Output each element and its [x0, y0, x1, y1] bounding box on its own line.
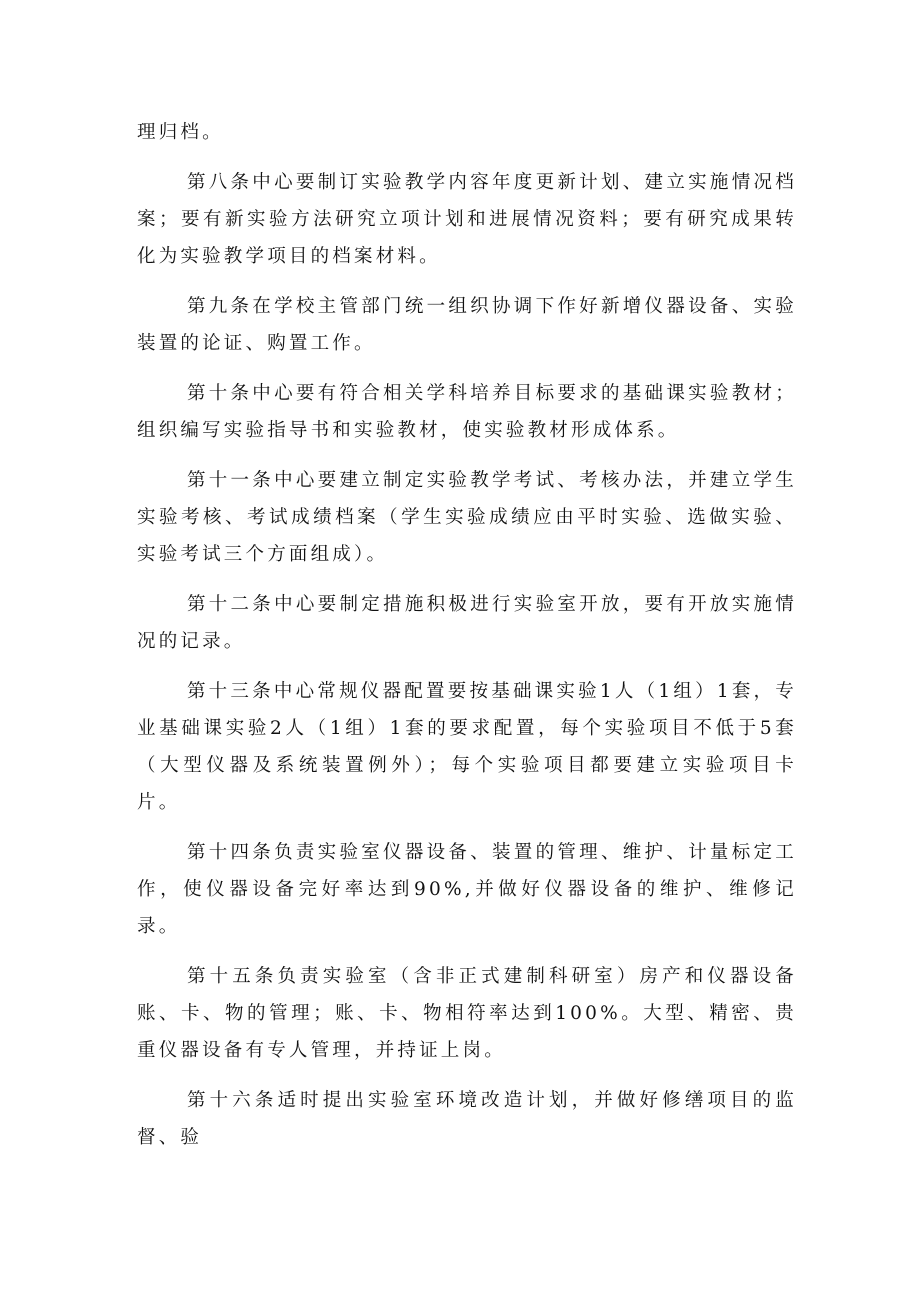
- paragraph-article-12: 第十二条中心要制定措施积极进行实验室开放，要有开放实施情况的记录。: [137, 594, 797, 652]
- paragraph-article-16: 第十六条适时提出实验室环境改造计划，并做好修缮项目的监督、验: [137, 1090, 797, 1148]
- document-body: [137, 114, 797, 1169]
- paragraph-continuation: 理归档。: [137, 122, 224, 143]
- paragraph-article-14: 第十四条负责实验室仪器设备、装置的管理、维护、计量标定工作，使仪器设备完好率达到90%,并做好仪器设备的维护、维修记录。: [137, 842, 797, 937]
- paragraph-article-15: 第十五条负责实验室（含非正式建制科研室）房产和仪器设备账、卡、物的管理；账、卡、物相符率达到100%。大型、精密、贵重仪器设备有专人管理，并持证上岗。: [137, 966, 797, 1061]
- paragraph-article-8: 第八条中心要制订实验教学内容年度更新计划、建立实施情况档案；要有新实验方法研究立项计划和进展情况资料；要有研究成果转化为实验教学项目的档案材料。: [137, 172, 797, 267]
- paragraph-article-10: 第十条中心要有符合相关学科培养目标要求的基础课实验教材；组织编写实验指导书和实验教材，使实验教材形成体系。: [137, 383, 797, 441]
- paragraph-article-13: 第十三条中心常规仪器配置要按基础课实验1人（1组）1套，专业基础课实验2人（1组）1套的要求配置，每个实验项目不低于5套（大型仪器及系统装置例外）；每个实验项目都要建立实验项目卡片。: [137, 681, 797, 813]
- paragraph-article-9: 第九条在学校主管部门统一组织协调下作好新增仪器设备、实验装置的论证、购置工作。: [137, 296, 797, 354]
- paragraph-article-11: 第十一条中心要建立制定实验教学考试、考核办法，并建立学生实验考核、考试成绩档案（学生实验成绩应由平时实验、选做实验、实验考试三个方面组成）。: [137, 470, 797, 565]
